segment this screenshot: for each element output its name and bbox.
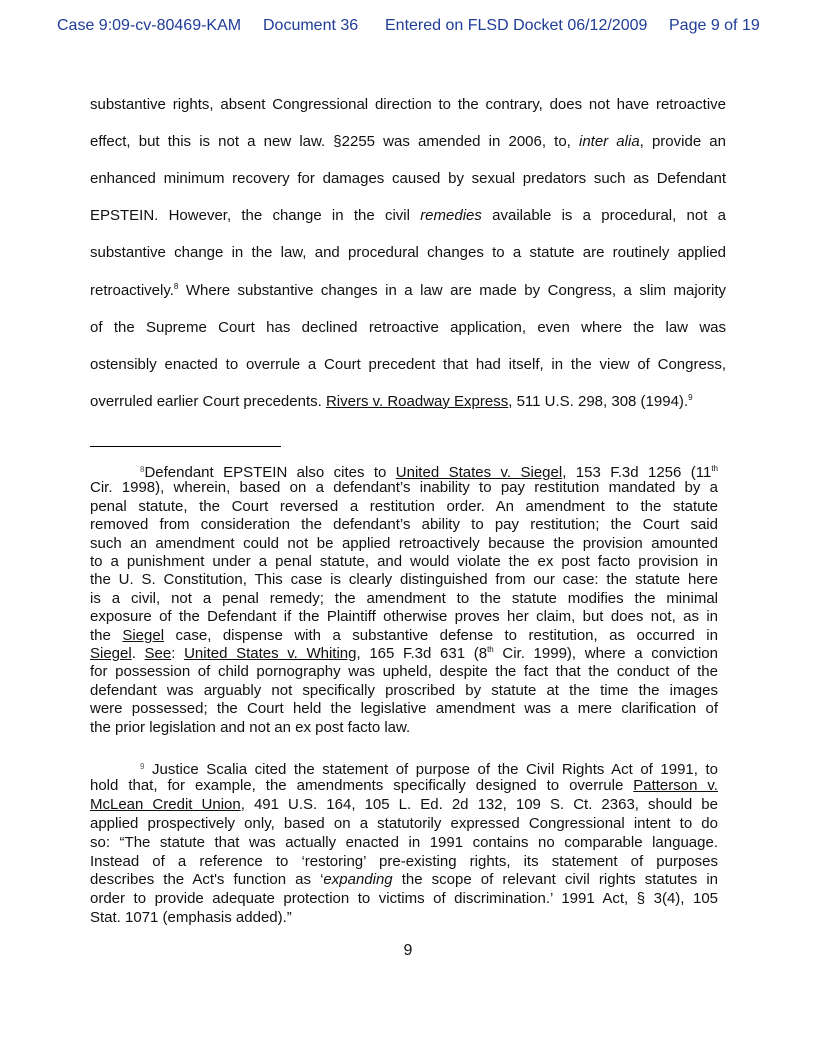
text-segment: enhanced minimum recovery for damages caused by sexual predators such as Defendant xyxy=(90,170,726,188)
text-segment: case, dispense with a substantive defense to restitution, as occurred in xyxy=(164,626,718,644)
text-line xyxy=(90,853,718,871)
case-citation: United States v. Siegel xyxy=(395,464,563,481)
header-page-count: Page 9 of 19 xyxy=(669,17,760,34)
text-segment: applied prospectively only, based on a statutorily expressed Congressional intent to do xyxy=(90,814,718,832)
superscript: 9 xyxy=(688,392,693,402)
text-segment: hold that, for example, the amendments specifically designed to overrule xyxy=(90,776,634,794)
text-segment: , 491 U.S. 164, 105 L. Ed. 2d 132, 109 S. Ct. 2363, should be xyxy=(240,795,718,813)
text-segment: exposure of the Defendant if the Plaintiff otherwise proves her claim, but does not, as in xyxy=(90,608,718,626)
text-segment: removed from consideration the defendant’s ability to pay restitution; the Court said xyxy=(90,516,718,534)
text-segment: describes the Act's function as ‘ xyxy=(90,871,324,889)
text-segment: substantive change in the law, and procedural changes to a statute are routinely applied xyxy=(90,244,726,262)
text-line xyxy=(90,645,718,663)
text-segment: remedies xyxy=(420,207,482,225)
text-line xyxy=(90,282,726,300)
text-line xyxy=(90,516,718,534)
text-segment: such an amendment could not be applied retroactively because the provision amounted xyxy=(90,534,718,552)
text-segment: available is a procedural, not a xyxy=(481,207,726,225)
text-segment: Stat. 1071 (emphasis added).” xyxy=(90,909,292,927)
text-segment: for possession of child pornography was upheld, despite the fact that the conduct of the xyxy=(90,663,718,681)
text-line xyxy=(90,834,718,852)
text-line xyxy=(90,133,726,151)
text-segment: the U. S. Constitution, This case is clearly distinguished from our case: the statute here xyxy=(90,571,718,589)
text-line xyxy=(90,356,726,374)
text-segment: , provide an xyxy=(639,133,726,151)
text-line xyxy=(90,890,718,908)
text-segment: penal statute, the Court reversed a restitution order. An amendment to the statute xyxy=(90,497,718,515)
text-segment: Cir. 1998), wherein, based on a defendant’s inability to pay restitution mandated by a xyxy=(90,479,718,497)
text-segment: of the Supreme Court has declined retroactive application, even where the law was xyxy=(90,318,726,336)
text-segment: effect, but this is not a new law. §2255 was amended in 2006, to, xyxy=(90,133,579,151)
case-citation: McLean Credit Union xyxy=(90,795,241,813)
superscript: th xyxy=(711,464,718,473)
text-line xyxy=(90,871,718,889)
superscript: 8 xyxy=(140,465,145,474)
text-segment: the scope of relevant civil rights statutes in xyxy=(392,871,718,889)
text-segment: . xyxy=(131,645,145,662)
text-segment: defendant was arguably not specifically proscribed by statute at the time the images xyxy=(90,681,718,699)
case-citation: Patterson v. xyxy=(633,776,718,794)
text-segment: Cir. 1999), where a conviction xyxy=(493,645,718,662)
text-line xyxy=(90,796,718,814)
text-line xyxy=(90,244,726,262)
text-line xyxy=(90,553,718,571)
header-entered-date: Entered on FLSD Docket 06/12/2009 xyxy=(385,17,648,34)
text-segment: Defendant EPSTEIN also cites to xyxy=(144,464,396,481)
text-segment: , 153 F.3d 1256 (11 xyxy=(562,464,712,481)
text-segment: , 165 F.3d 631 (8 xyxy=(356,645,488,662)
text-segment: Justice Scalia cited the statement of purpose of the Civil Rights Act of 1991, to xyxy=(144,761,718,778)
text-line xyxy=(90,170,726,188)
text-segment: the xyxy=(90,626,123,644)
text-line xyxy=(140,461,718,479)
case-citation: United States v. Whiting xyxy=(184,645,357,662)
page-number: 9 xyxy=(403,942,413,959)
text-segment: the prior legislation and not an ex post facto law. xyxy=(90,718,411,736)
text-line xyxy=(90,700,718,718)
text-segment: is a civil, not a penal remedy; the amendment to the statute modifies the minimal xyxy=(90,589,718,607)
text-segment: order to provide adequate protection to victims of discrimination.’ 1991 Act, § 3(4), 105 xyxy=(90,890,718,908)
text-segment: Instead of a reference to ‘restoring’ pre-existing rights, its statement of purposes xyxy=(90,852,718,870)
text-line xyxy=(90,319,726,337)
header-document-number: Document 36 xyxy=(263,17,359,34)
text-line xyxy=(90,627,718,645)
text-line xyxy=(90,571,718,589)
text-line xyxy=(90,719,718,737)
text-line xyxy=(90,909,718,927)
superscript: th xyxy=(487,645,494,654)
text-line xyxy=(140,758,718,776)
text-line xyxy=(90,608,718,626)
text-segment: : xyxy=(171,645,185,662)
text-segment: were possessed; the Court held the legislative amendment was a mere clarification of xyxy=(90,700,718,718)
text-line xyxy=(90,682,718,700)
superscript: 9 xyxy=(140,762,145,771)
text-line xyxy=(90,393,726,411)
text-segment: inter alia xyxy=(578,133,640,151)
text-segment: expanding xyxy=(323,871,393,889)
text-segment: Where substantive changes in a law are made by Congress, a slim majority xyxy=(178,281,726,299)
case-citation: Siegel xyxy=(122,626,165,644)
case-citation: Siegel xyxy=(90,645,132,662)
text-line xyxy=(90,535,718,553)
text-line xyxy=(90,777,718,795)
superscript: 8 xyxy=(173,281,179,291)
text-line xyxy=(90,498,718,516)
text-line xyxy=(90,590,718,608)
case-citation: Rivers v. Roadway Express xyxy=(325,392,509,410)
header-case-number: Case 9:09-cv-80469-KAM xyxy=(57,17,242,34)
text-segment: ostensibly enacted to overrule a Court precedent that had itself, in the view of Congress, xyxy=(90,355,726,373)
text-line xyxy=(90,207,726,225)
text-segment: , 511 U.S. 298, 308 (1994). xyxy=(508,392,689,410)
text-segment: EPSTEIN. However, the change in the civil xyxy=(90,207,421,225)
text-segment: to a punishment under a penal statute, and would violate the ex post facto provision in xyxy=(90,553,718,570)
text-segment: substantive rights, absent Congressional direction to the contrary, does not have retroactive xyxy=(90,96,726,113)
text-line xyxy=(90,96,726,114)
text-segment: retroactively. xyxy=(90,281,174,299)
text-line xyxy=(90,663,718,681)
text-line xyxy=(90,479,718,497)
text-line xyxy=(90,815,718,833)
text-segment: overruled earlier Court precedents. xyxy=(90,392,326,410)
case-citation: See xyxy=(144,645,172,662)
footnote-divider xyxy=(90,446,281,447)
text-segment: so: “The statute that was actually enacted in 1991 contains no comparable language. xyxy=(90,833,718,851)
